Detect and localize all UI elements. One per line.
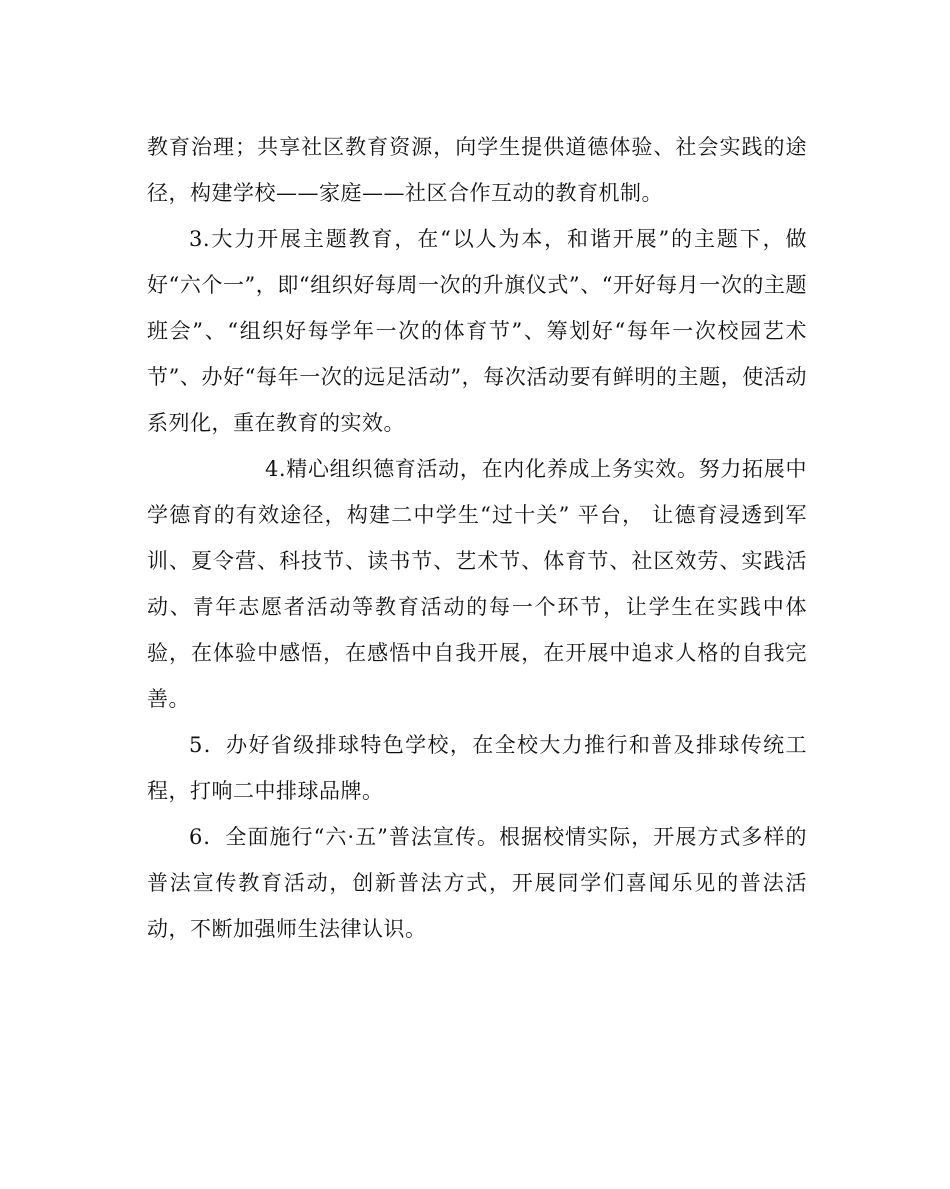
paragraph-item-6: 6．全面施行“六·五”普法宣传。根据校情实际，开展方式多样的普法宣传教育活动，创新普法方式，开展同学们喜闻乐见的普法活动，不断加强师生法律认识。 bbox=[147, 825, 807, 941]
paragraph-item-3: 3.大力开展主题教育，在“以人为本，和谐开展”的主题下，做好“六个一”，即“组织好每周一次的升旗仪式”、“开好每月一次的主题班会”、“组织好每学年一次的体育节”、筹划好“每年一次校园艺术节”、办好“每年一次的远足活动”，每次活动要有鲜明的主题，使活动系列化，重在教育的实效。 bbox=[147, 227, 807, 435]
paragraph-continuation: 教育治理；共享社区教育资源，向学生提供道德体验、社会实践的途径，构建学校——家庭——社区合作互动的教育机制。 bbox=[147, 135, 807, 205]
document-body bbox=[147, 124, 807, 952]
paragraph-item-4: 4.精心组织德育活动，在内化养成上务实效。努力拓展中学德育的有效途径，构建二中学生“过十关” 平台， 让德育浸透到军训、夏令营、科技节、读书节、艺术节、体育节、社区效劳、实践活动、青年志愿者活动等教育活动的每一个环节，让学生在实践中体验，在体验中感悟，在感悟中自我开展，在开展中追求人格的自我完善。 bbox=[147, 457, 807, 711]
paragraph-item-5: 5．办好省级排球特色学校，在全校大力推行和普及排球传统工程，打响二中排球品牌。 bbox=[147, 733, 807, 803]
